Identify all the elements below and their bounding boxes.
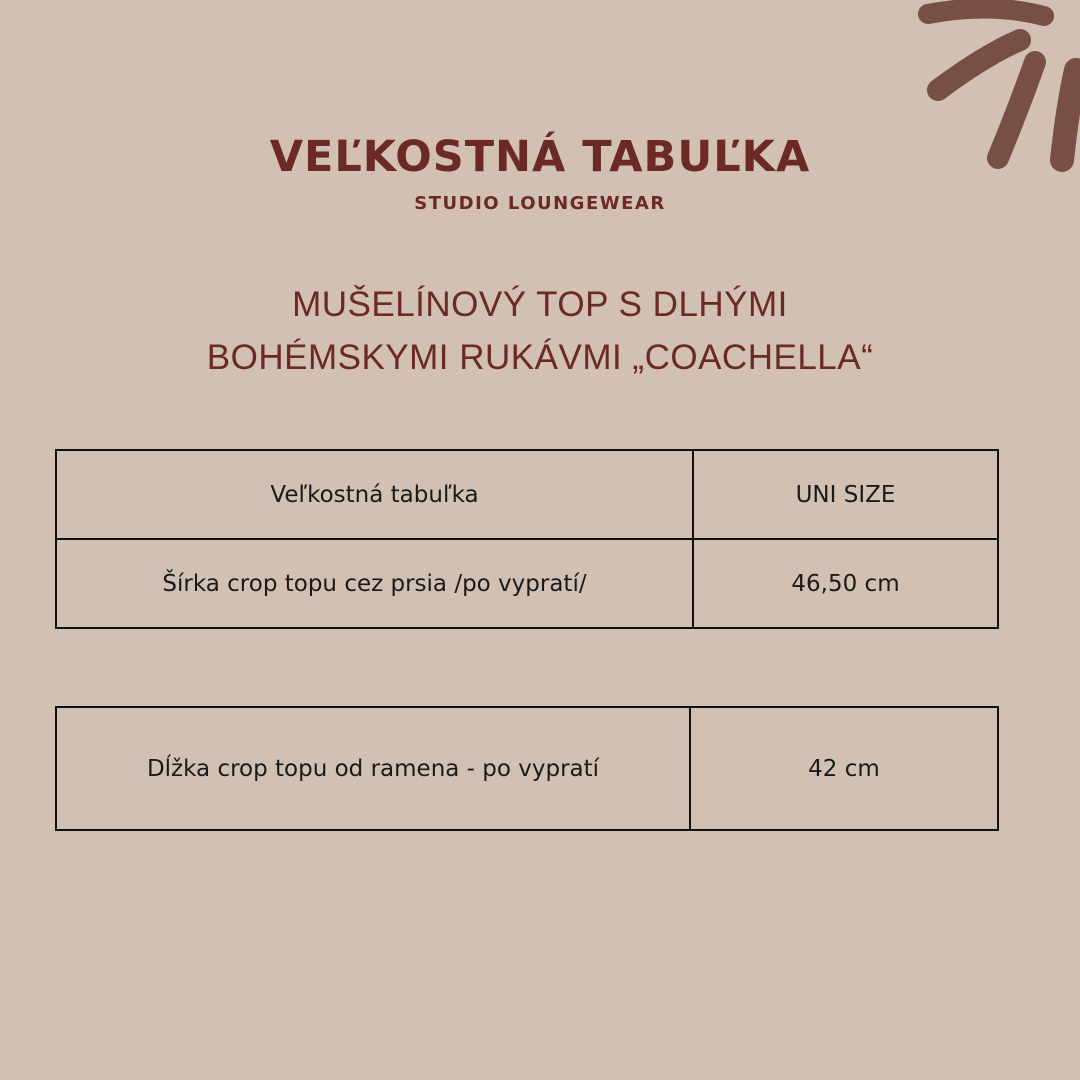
row-label: Šírka crop topu cez prsia /po vypratí/ xyxy=(56,539,693,628)
row-value: UNI SIZE xyxy=(693,450,998,539)
row-value: 42 cm xyxy=(690,707,998,830)
size-table xyxy=(55,449,999,629)
table-row xyxy=(56,539,998,628)
row-label: Dĺžka crop topu od ramena - po vypratí xyxy=(56,707,690,830)
product-name-line-2: BOHÉMSKYMI RUKÁVMI „COACHELLA“ xyxy=(206,338,874,377)
product-name xyxy=(0,278,1080,384)
table-row xyxy=(56,450,998,539)
page-title: VEĽKOSTNÁ TABUĽKA xyxy=(269,132,811,182)
table-row xyxy=(56,707,998,830)
row-value: 46,50 cm xyxy=(693,539,998,628)
product-name-line-1: MUŠELÍNOVÝ TOP S DLHÝMI xyxy=(292,285,788,324)
row-label: Veľkostná tabuľka xyxy=(56,450,693,539)
brand-subtitle: STUDIO LOUNGEWEAR xyxy=(414,193,666,214)
length-table xyxy=(55,706,999,831)
